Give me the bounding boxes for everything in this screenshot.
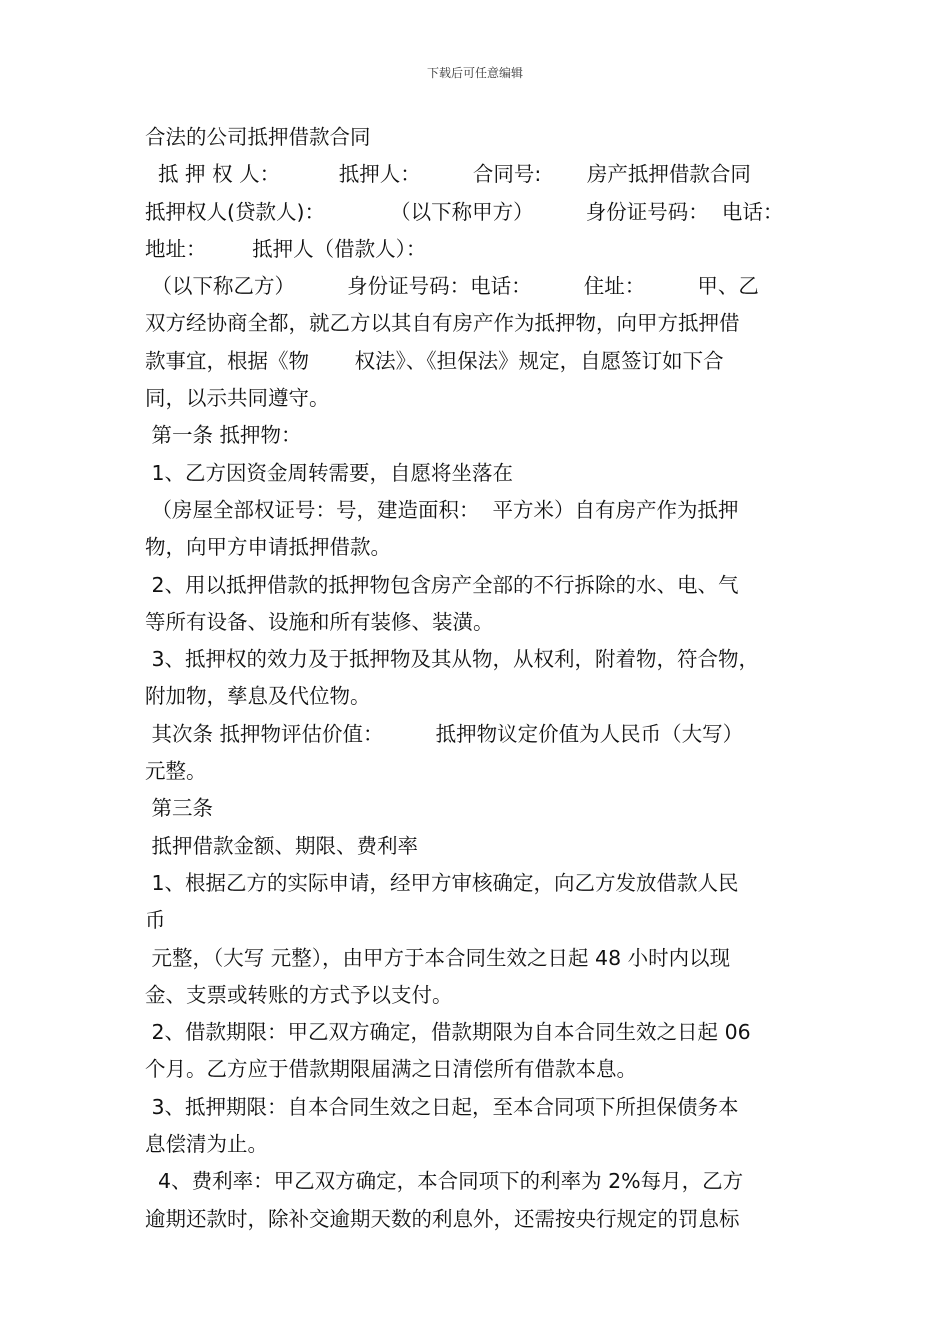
text-line: 等所有设备、设施和所有装修、装潢。: [145, 609, 494, 634]
text-line: （以下称乙方） 身份证号码：电话： 住址： 甲、乙: [145, 274, 759, 299]
text-line: 物，向甲方申请抵押借款。: [145, 535, 391, 560]
text-line: 个月。乙方应于借款期限届满之日清偿所有借款本息。: [145, 1057, 637, 1082]
text-line: 双方经协商全都，就乙方以其自有房产作为抵押物，向甲方抵押借: [145, 311, 740, 336]
text-line: 币: [145, 908, 166, 933]
text-line: 抵押借款金额、期限、费利率: [145, 833, 419, 858]
text-line: 息偿清为止。: [145, 1132, 268, 1157]
text-line: 金、支票或转账的方式予以支付。: [145, 982, 453, 1007]
article-heading: 第一条 抵押物：: [145, 423, 302, 448]
text-line: 元整，（大写 元整），由甲方于本合同生效之日起 48 小时内以现: [145, 945, 731, 970]
text-line: 逾期还款时，除补交逾期天数的利息外，还需按央行规定的罚息标: [145, 1206, 740, 1231]
page-header-note: 下载后可任意编辑: [426, 66, 523, 80]
text-line: 抵押权人(贷款人)： （以下称甲方） 身份证号码： 电话：: [145, 199, 784, 224]
text-line: 3、抵押期限：自本合同生效之日起，至本合同项下所担保债务本: [145, 1094, 739, 1119]
text-line: 3、抵押权的效力及于抵押物及其从物，从权利，附着物，符合物，: [145, 647, 760, 672]
text-line: 2、用以抵押借款的抵押物包含房产全部的不行拆除的水、电、气: [145, 572, 739, 597]
text-line: 1、乙方因资金周转需要，自愿将坐落在: [145, 460, 514, 485]
document-title: 合法的公司抵押借款合同: [145, 125, 371, 149]
text-line: 2、借款期限：甲乙双方确定，借款期限为自本合同生效之日起 06: [145, 1020, 751, 1045]
text-line: 元整。: [145, 759, 207, 784]
text-line: 款事宜，根据《物 权法》、《担保法》规定，自愿签订如下合: [145, 348, 724, 373]
contract-body: [145, 119, 825, 1238]
text-line: （房屋全部权证号：号，建造面积： 平方米）自有房产作为抵押: [145, 497, 739, 522]
text-line: 附加物，孳息及代位物。: [145, 684, 371, 709]
article-heading: 第三条: [145, 796, 214, 821]
article-heading: 其次条 抵押物评估价值： 抵押物议定价值为人民币（大写）: [145, 721, 744, 746]
text-line: 地址： 抵押人（借款人）：: [145, 236, 427, 261]
text-line: 同，以示共同遵守。: [145, 386, 330, 411]
text-line: 1、根据乙方的实际申请，经甲方审核确定，向乙方发放借款人民: [145, 870, 739, 895]
text-line: 4、费利率：甲乙双方确定，本合同项下的利率为 2%每月，乙方: [145, 1169, 744, 1194]
text-line: 抵 押 权 人： 抵押人： 合同号: 房产抵押借款合同: [145, 162, 751, 187]
